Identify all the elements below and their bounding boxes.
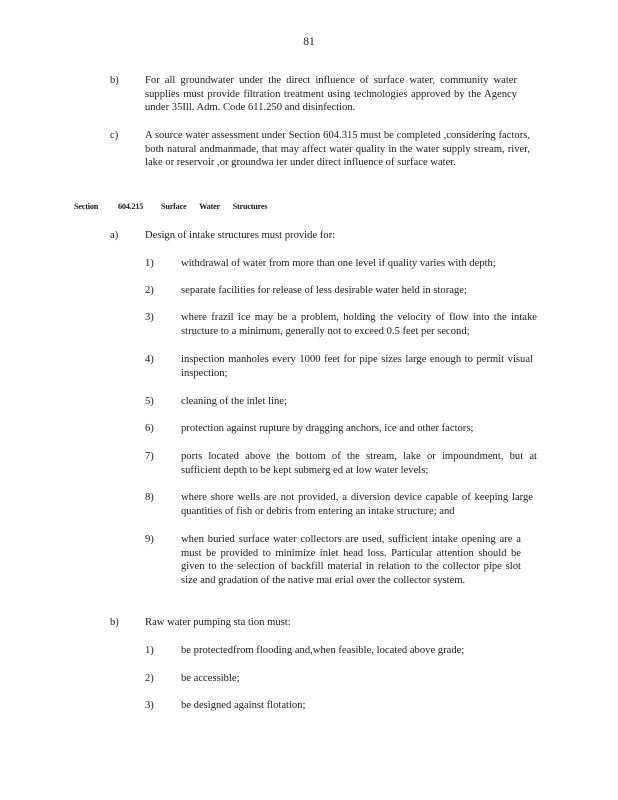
- item-label: 7): [145, 451, 154, 462]
- item-text: be accessible;: [181, 673, 240, 684]
- item-text: separate facilities for release of less desirable water held in storage;: [181, 285, 467, 296]
- section-number: 604.215: [117, 202, 144, 211]
- item-label: 2): [145, 285, 154, 296]
- item-label: 4): [145, 354, 154, 365]
- item-text: where frazil ice may be a problem, holding the velocity of flow into the intake structure to a minimum, generally not to exceed 0.5 feet per second;: [181, 312, 537, 337]
- item-text: ports located above the bottom of the stream, lake or impoundment, but at sufficient depth to be kept submerg ed at low water levels;: [181, 451, 537, 476]
- item-text: where shore wells are not provided, a diversion device capable of keeping large quantities of fish or debris from entering an intake structure; and: [181, 492, 533, 517]
- item-text: withdrawal of water from more than one level if quality varies with depth;: [181, 258, 496, 269]
- subsection-label: b): [110, 617, 119, 628]
- item-text: be protectedfrom flooding and,when feasible, located above grade;: [181, 645, 465, 656]
- item-label: 6): [145, 423, 154, 434]
- section-word: Section: [74, 202, 99, 211]
- item-label: 3): [145, 312, 154, 323]
- item-label: 5): [145, 396, 154, 407]
- item-label: 8): [145, 492, 154, 503]
- item-label: 2): [145, 673, 154, 684]
- section-heading: [74, 200, 267, 214]
- item-label: 1): [145, 645, 154, 656]
- subsection-intro: Raw water pumping sta tion must:: [145, 617, 291, 628]
- item-text: be designed against flotation;: [181, 700, 306, 711]
- item-text: when buried surface water collectors are used, sufficient intake opening are a must be provided to minimize inlet head loss. Particular attention should be given to the selection of backfill material in relation to the collector pipe slot size and gradation of the native mat erial over the collector system.: [181, 534, 521, 586]
- item-text: cleaning of the inlet line;: [181, 396, 287, 407]
- page-number: 81: [303, 36, 315, 48]
- item-label: 9): [145, 534, 154, 545]
- section-title: Surface Water Structures: [161, 202, 268, 211]
- item-text: For all groundwater under the direct influence of surface water, community water supplies must provide filtration treatment using technologies approved by the Agency under 35Ill. Adm. Code 611.250 and disinfection.: [145, 75, 517, 114]
- item-label: c): [110, 130, 119, 141]
- item-text: A source water assessment under Section 604.315 must be completed ,considering factors, both natural andmanmade, that may affect water quality in the water supply stream, river, lake or reservoir ,or groundwa ter under direct influence of surface water.: [145, 130, 530, 169]
- subsection-intro: Design of intake structures must provide for:: [145, 230, 336, 241]
- item-label: 1): [145, 258, 154, 269]
- item-label: 3): [145, 700, 154, 711]
- item-label: b): [110, 75, 119, 86]
- item-text: inspection manholes every 1000 feet for pipe sizes large enough to permit visual inspection;: [181, 354, 533, 379]
- subsection-label: a): [110, 230, 119, 241]
- item-text: protection against rupture by dragging anchors, ice and other factors;: [181, 423, 474, 434]
